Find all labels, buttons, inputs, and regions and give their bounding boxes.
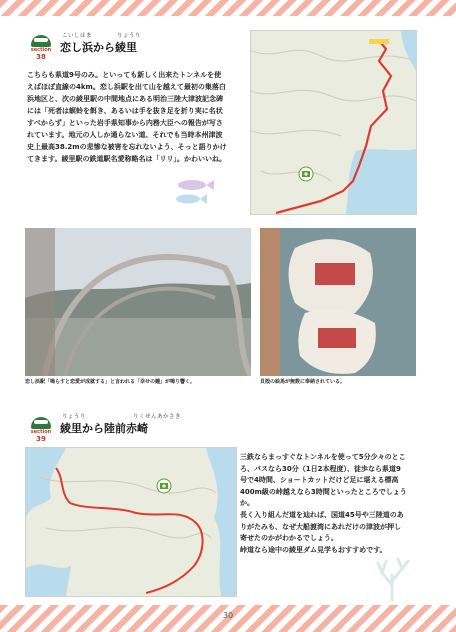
ruby-to: りょうり — [117, 33, 142, 39]
section-38-body — [27, 69, 245, 165]
fish-illustration — [168, 175, 228, 207]
cap-icon — [31, 35, 51, 47]
caption-shell: 貝殻の絵馬が無数に奉納されている。 — [260, 379, 346, 385]
section-label: section — [30, 429, 52, 435]
body-line: 400m級の峠越えなら3時間といったところでしょう — [240, 487, 407, 496]
route-map — [251, 31, 416, 214]
body-line: れています。地元の人しか通らない道、それでも当時本州津波 — [27, 131, 223, 139]
section-number: 38 — [36, 53, 46, 61]
body-line: こちらも県道9号のみ。といっても新しく出来たトンネルを使 — [27, 71, 222, 79]
coral-illustration — [372, 555, 412, 601]
body-line: すべからず」といった岩手県知事から内務大臣への報告が写さ — [27, 119, 223, 127]
body-line: えばほぼ直線の4km。恋し浜駅を出て山を越えて最初の集落白 — [27, 83, 226, 91]
map-ryori-rikuzen-akasaki — [25, 447, 237, 597]
body-line: 長く入り組んだ道を辿れば、国道45号や三陸道のあ — [240, 510, 404, 519]
body-line: には「死者は螟蛉を餌き、あるいは手を抜き足を折り実に名状 — [27, 107, 223, 115]
section-label: section — [30, 47, 52, 53]
section-39-badge — [28, 417, 54, 445]
photo-bell-monument — [25, 228, 251, 376]
body-line: 史上最高38.2mの悲惨な被害を忘れないよう、そっと語りかけ — [27, 143, 227, 151]
ruby-from: こいしはま — [62, 33, 93, 39]
body-line: か。 — [240, 499, 254, 508]
section-39-body — [240, 452, 422, 556]
body-line: てきます。綾里駅の鉄道駅名愛称略名は「リリ」。かわいいね。 — [27, 155, 226, 163]
section-number: 39 — [36, 435, 46, 443]
body-line: りがたみも、なぜ大船渡湾にあれだけの津波が押し — [240, 522, 401, 531]
photo-shell-ema — [260, 228, 416, 376]
caption-bell: 恋し浜駅「鳴らすと恋愛が成就する」と言われる「幸せの鐘」が鳴り響く。 — [25, 379, 195, 385]
map-koishihama-ryori — [250, 30, 417, 215]
section-title: 恋し浜から綾里 — [60, 41, 137, 54]
body-line: ろ、バスなら30分（1日2本程度）、徒歩なら県道9 — [240, 464, 401, 473]
ruby-to: りくぜんあかさき — [133, 414, 182, 420]
section-38-badge — [28, 35, 54, 63]
page-number: 30 — [222, 611, 234, 620]
body-line: 号で4時間、ショートカットだけど足に堪える標高 — [240, 476, 399, 485]
top-stripe-border — [0, 0, 456, 16]
body-line: 寄せたのかがわかるでしょう。 — [240, 534, 338, 543]
ruby-from: りょうり — [62, 414, 87, 420]
body-line: 三鉄ならまっすぐなトンネルを使って5分少々のとこ — [240, 453, 406, 461]
cap-icon — [31, 417, 51, 429]
section-title: 綾里から陸前赤崎 — [60, 422, 148, 435]
body-line: 峠道なら途中の綾里ダム見学もおすすめです。 — [240, 545, 387, 554]
route-map — [26, 448, 236, 596]
body-line: 浜地区と、次の綾里駅の中間地点にある明治三陸大津波記念碑 — [27, 95, 223, 103]
